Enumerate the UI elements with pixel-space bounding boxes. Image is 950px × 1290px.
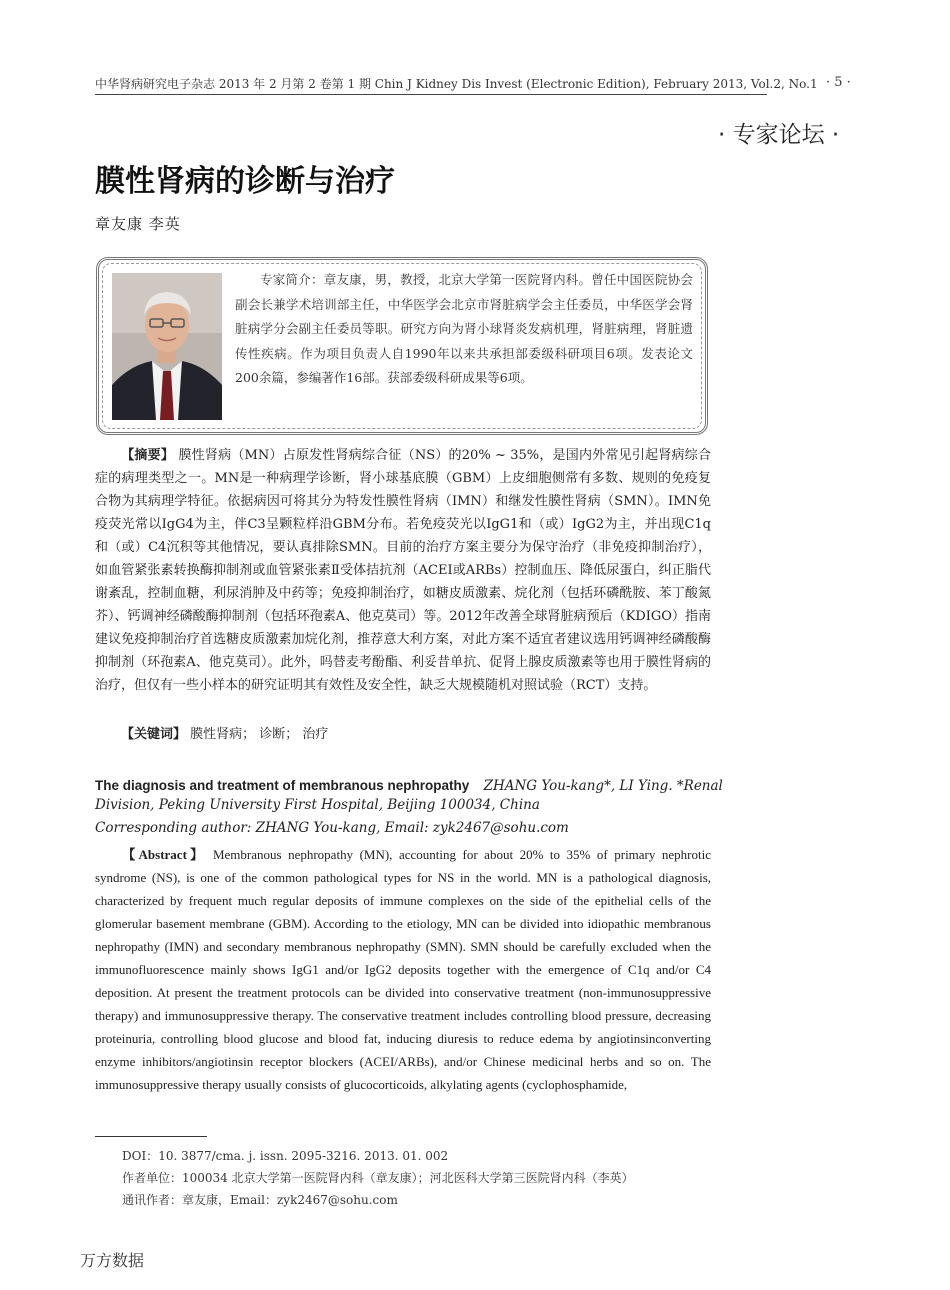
footnote-rule	[95, 1136, 207, 1137]
abstract-en	[95, 843, 711, 1096]
keywords-cn-text: 膜性肾病； 诊断； 治疗	[190, 727, 329, 742]
portrait-image	[112, 273, 222, 420]
english-title: The diagnosis and treatment of membranous nephropathy	[95, 778, 470, 793]
author-photo	[112, 273, 222, 420]
footnote-correspondence: 通讯作者：章友康，Email：zyk2467@sohu.com	[122, 1193, 398, 1207]
abstract-en-label: 【Abstract】	[119, 847, 207, 862]
abstract-en-text: Membranous nephropathy (MN), accounting for about 20% to 35% of primary nephrotic syndrome (NS), is one of the common pathological types for NS in the world. MN is a pathological diagnosis, characterized by frequent much regular deposits of immune complexes on the side of the epithelial cells of the glomerular basement membrane (GBM). According to the etiology, MN can be divided into idiopathic membranous nephropathy (IMN) and secondary membranous nephropathy (SMN). SMN should be carefully excluded when the immunofluorescence mainly shows IgG1 and/or IgG2 deposits together with the emergence of C1q and/or C4 deposition. At present the treatment protocols can be divided into conservative treatment (non-immunosuppressive therapy) and immunosuppressive therapy. The conservative treatment includes controlling blood pressure, decreasing proteinuria, controlling blood glucose and blood fat, inducing diuresis to reduce edema by angiotinsinconverting enzyme inhibitors/angiotinsin receptor blockers (ACEI/ARBs), and/or Chinese medicinal herbs and so on. The immunosuppressive therapy usually consists of glucocorticoids, alkylating agents (cyclophosphamide,	[95, 847, 711, 1092]
abstract-cn	[95, 444, 711, 697]
keywords-cn	[95, 723, 711, 746]
article-title: 膜性肾病的诊断与治疗	[95, 164, 395, 199]
footnote-doi: DOI：10. 3877/cma. j. issn. 2095-3216. 2013. 01. 002	[122, 1149, 449, 1163]
english-title-line	[95, 774, 723, 798]
wanfang-logo: 万方数据	[80, 1251, 145, 1270]
english-affiliation: Division, Peking University First Hospital, Beijing 100034, China	[95, 797, 540, 813]
author-bio-text: 专家简介：章友康，男，教授，北京大学第一医院肾内科。曾任中国医院协会副会长兼学术培训部主任，中华医学会北京市肾脏病学会主任委员，中华医学会肾脏病学分会副主任委员等职。研究方向为肾小球肾炎发病机理，肾脏病理，肾脏遗传性疾病。作为项目负责人自1990年以来共承担部委级科研项目6项。发表论文200余篇，参编著作16部。获部委级科研成果等6项。	[235, 272, 693, 385]
footnote-affiliation: 作者单位：100034 北京大学第一医院肾内科（章友康）；河北医科大学第三医院肾内科（李英）	[122, 1171, 634, 1185]
journal-header: 中华肾病研究电子杂志 2013 年 2 月第 2 卷第 1 期 Chin J Kidney Dis Invest (Electronic Edition), February 2013, Vol.2, No.1	[95, 77, 818, 91]
page-number: · 5 ·	[826, 75, 851, 90]
column-label: · 专家论坛 ·	[718, 122, 840, 148]
article-authors: 章友康 李英	[95, 215, 181, 233]
abstract-cn-label: 【摘要】	[121, 448, 175, 463]
english-corresponding: Corresponding author: ZHANG You-kang, Email: zyk2467@sohu.com	[95, 820, 569, 836]
english-authors: ZHANG You-kang*, LI Ying. *Renal	[483, 778, 723, 794]
header-rule	[95, 94, 767, 95]
abstract-cn-text: 膜性肾病（MN）占原发性肾病综合征（NS）的20% ~ 35%，是国内外常见引起肾病综合症的病理类型之一。MN是一种病理学诊断，肾小球基底膜（GBM）上皮细胞侧常有多数、规则的免疫复合物为其病理学特征。依据病因可将其分为特发性膜性肾病（IMN）和继发性膜性肾病（SMN）。IMN免疫荧光常以IgG4为主，伴C3呈颗粒样沿GBM分布。若免疫荧光以IgG1和（或）IgG2为主，并出现C1q和（或）C4沉积等其他情况，要认真排除SMN。目前的治疗方案主要分为保守治疗（非免疫抑制治疗），如血管紧张素转换酶抑制剂或血管紧张素Ⅱ受体拮抗剂（ACEI或ARBs）控制血压、降低尿蛋白，纠正脂代谢紊乱，控制血糖，利尿消肿及中药等；免疫抑制治疗，如糖皮质激素、烷化剂（包括环磷酰胺、苯丁酸氮芥）、钙调神经磷酸酶抑制剂（包括环孢素A、他克莫司）等。2012年改善全球肾脏病预后（KDIGO）指南建议免疫抑制治疗首选糖皮质激素加烷化剂，推荐意大利方案，对此方案不适宜者建议选用钙调神经磷酸酶抑制剂（环孢素A、他克莫司）。此外，吗替麦考酚酯、利妥昔单抗、促肾上腺皮质激素等也用于膜性肾病的治疗，但仅有一些小样本的研究证明其有效性及安全性，缺乏大规模随机对照试验（RCT）支持。	[95, 448, 711, 693]
keywords-cn-label: 【关键词】	[121, 727, 187, 742]
